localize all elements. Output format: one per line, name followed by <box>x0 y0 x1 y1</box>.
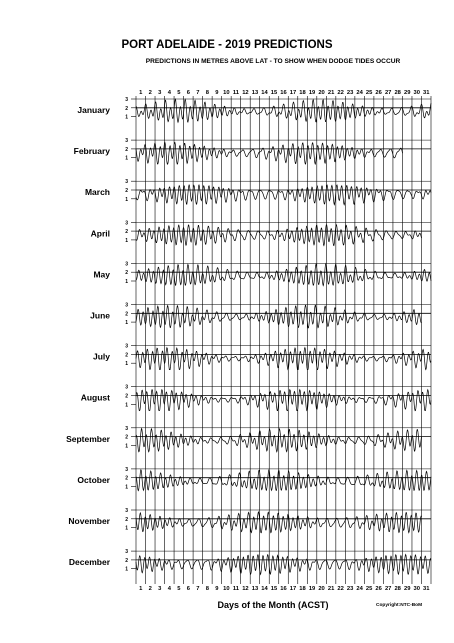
day-label-bottom: 8 <box>205 586 209 592</box>
day-label-bottom: 5 <box>177 586 181 592</box>
day-label-bottom: 3 <box>158 586 162 592</box>
day-label-bottom: 7 <box>196 586 200 592</box>
day-label-top: 10 <box>223 90 230 96</box>
y-tick-label: 2 <box>125 393 128 400</box>
day-label-bottom: 9 <box>215 586 219 592</box>
y-tick-label: 3 <box>125 138 128 145</box>
day-label-top: 19 <box>308 90 316 96</box>
y-tick-label: 2 <box>125 188 128 194</box>
day-label-top: 11 <box>232 90 239 96</box>
tide-curve <box>136 348 431 370</box>
day-label-top: 28 <box>394 90 401 96</box>
day-label-bottom: 2 <box>148 586 152 592</box>
day-label-bottom: 20 <box>318 586 325 592</box>
day-label-top: 5 <box>177 90 181 96</box>
y-tick-label: 2 <box>125 516 128 523</box>
day-label-top: 9 <box>215 90 219 96</box>
tide-curve <box>136 264 431 286</box>
day-label-top: 29 <box>403 90 411 96</box>
tide-curve <box>136 390 431 411</box>
y-tick-label: 1 <box>125 196 128 203</box>
day-label-top: 4 <box>167 90 171 96</box>
day-label-top: 16 <box>280 90 287 96</box>
day-label-bottom: 26 <box>375 586 382 592</box>
tide-curve <box>136 555 431 575</box>
day-label-top: 14 <box>261 90 268 96</box>
day-label-bottom: 15 <box>270 586 278 592</box>
month-label: September <box>66 433 110 444</box>
y-tick-label: 2 <box>125 557 128 564</box>
y-tick-label: 1 <box>125 237 128 244</box>
day-label-bottom: 16 <box>280 586 287 592</box>
y-tick-label: 2 <box>125 434 128 441</box>
day-label-bottom: 24 <box>356 586 363 592</box>
day-label-top: 15 <box>270 90 278 96</box>
day-label-top: 8 <box>205 90 209 96</box>
day-label-top: 2 <box>148 90 152 96</box>
day-label-top: 7 <box>196 90 200 96</box>
y-tick-label: 1 <box>125 525 128 532</box>
y-tick-label: 3 <box>125 508 128 514</box>
day-label-bottom: 21 <box>327 586 335 592</box>
month-label: June <box>90 310 110 321</box>
y-tick-label: 2 <box>125 146 128 153</box>
day-label-top: 17 <box>289 90 297 96</box>
day-label-top: 25 <box>365 90 373 96</box>
day-label-top: 22 <box>337 90 344 96</box>
day-label-top: 1 <box>139 90 143 96</box>
y-tick-label: 2 <box>125 270 128 277</box>
day-label-bottom: 12 <box>242 586 249 592</box>
month-label: May <box>93 269 110 280</box>
month-label: February <box>73 146 110 157</box>
y-tick-label: 2 <box>125 229 128 236</box>
day-label-top: 30 <box>413 90 420 96</box>
day-label-bottom: 22 <box>337 586 344 592</box>
chart-subtitle: PREDICTIONS IN METRES ABOVE LAT - TO SHOW WHEN DODGE TIDES OCCUR <box>145 58 401 65</box>
y-tick-label: 3 <box>125 179 128 186</box>
day-label-bottom: 1 <box>139 586 143 592</box>
copyright-note: Copyright:NTC-BoM <box>376 603 423 608</box>
y-tick-label: 3 <box>125 97 128 103</box>
day-label-bottom: 11 <box>232 586 239 592</box>
day-label-bottom: 4 <box>167 586 171 592</box>
day-label-bottom: 28 <box>394 586 401 592</box>
y-tick-label: 1 <box>125 320 128 327</box>
y-tick-label: 2 <box>125 475 128 482</box>
day-label-bottom: 23 <box>346 586 354 592</box>
day-label-top: 13 <box>251 90 259 96</box>
month-label: July <box>92 351 110 362</box>
y-tick-label: 1 <box>125 402 128 409</box>
day-label-top: 27 <box>384 90 392 96</box>
day-label-top: 12 <box>242 90 249 96</box>
day-label-bottom: 31 <box>423 586 430 592</box>
day-label-top: 21 <box>327 90 335 96</box>
y-tick-label: 1 <box>125 484 128 491</box>
y-tick-label: 1 <box>125 443 128 450</box>
tide-curve <box>136 470 431 491</box>
day-label-top: 20 <box>318 90 325 96</box>
tide-curve <box>136 185 431 205</box>
month-label: March <box>84 187 110 198</box>
month-label: August <box>80 392 110 403</box>
day-label-bottom: 17 <box>289 586 297 592</box>
y-tick-label: 2 <box>125 105 128 112</box>
y-tick-label: 3 <box>125 466 128 473</box>
day-label-bottom: 29 <box>403 586 411 592</box>
y-tick-label: 1 <box>125 155 128 162</box>
y-tick-label: 3 <box>125 343 128 350</box>
day-label-top: 31 <box>423 90 430 96</box>
y-tick-label: 1 <box>125 566 128 573</box>
day-label-bottom: 18 <box>299 586 306 592</box>
y-tick-label: 1 <box>125 279 128 285</box>
y-tick-label: 1 <box>125 361 128 368</box>
y-tick-label: 3 <box>125 261 128 268</box>
day-label-bottom: 6 <box>186 586 190 592</box>
y-tick-label: 1 <box>125 114 128 121</box>
day-label-top: 23 <box>346 90 354 96</box>
day-label-bottom: 13 <box>251 586 259 592</box>
day-label-bottom: 19 <box>308 586 316 592</box>
day-label-top: 18 <box>299 90 306 96</box>
y-tick-label: 3 <box>125 384 128 391</box>
day-label-bottom: 10 <box>223 586 230 592</box>
y-tick-label: 3 <box>125 425 128 432</box>
day-label-top: 6 <box>186 90 190 96</box>
x-axis-label: Days of the Month (ACST) <box>217 600 329 610</box>
y-tick-label: 3 <box>125 302 128 309</box>
chart-title: PORT ADELAIDE - 2019 PREDICTIONS <box>121 39 333 51</box>
day-label-bottom: 14 <box>261 586 268 592</box>
day-label-top: 24 <box>356 90 363 96</box>
tide-curve <box>136 99 431 122</box>
day-label-top: 3 <box>158 90 162 96</box>
month-label: October <box>77 474 110 485</box>
day-label-top: 26 <box>375 90 382 96</box>
month-label: April <box>90 228 110 239</box>
y-tick-label: 3 <box>125 220 128 227</box>
month-label: November <box>68 516 110 526</box>
month-label: December <box>68 557 110 568</box>
day-label-bottom: 25 <box>365 586 373 592</box>
month-label: January <box>77 105 110 115</box>
day-label-bottom: 30 <box>413 586 420 592</box>
y-tick-label: 2 <box>125 311 128 318</box>
y-tick-label: 2 <box>125 352 128 359</box>
y-tick-label: 3 <box>125 549 128 556</box>
day-label-bottom: 27 <box>384 586 392 592</box>
